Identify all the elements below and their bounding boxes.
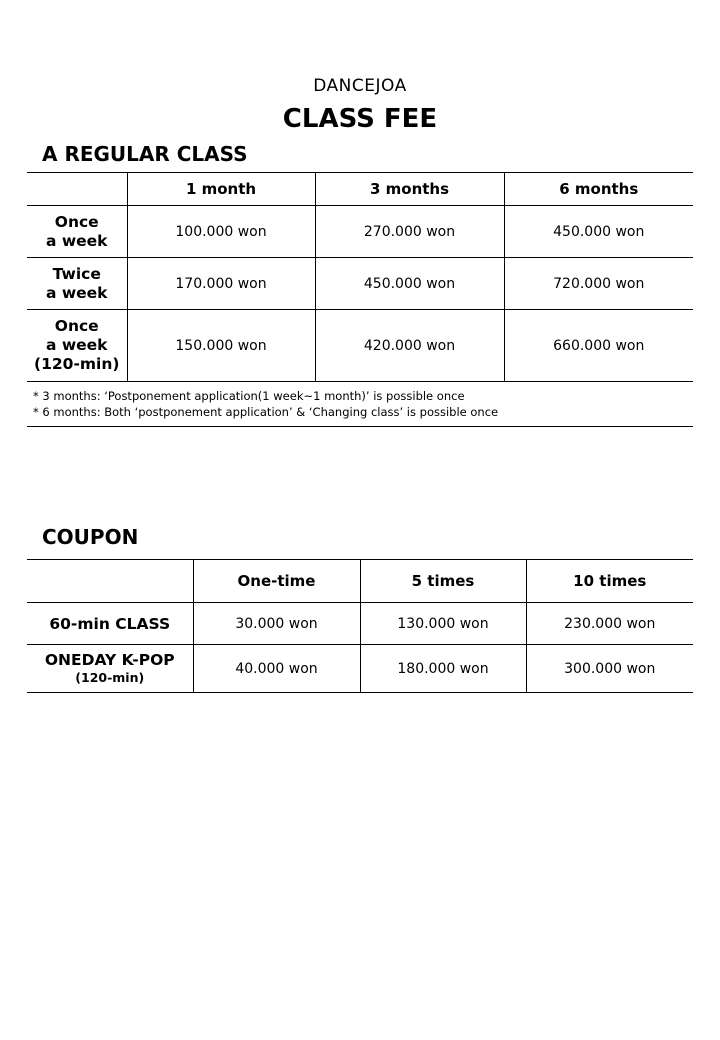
column-header: 10 times	[526, 560, 693, 603]
price-cell: 100.000 won	[127, 206, 315, 258]
row-header	[27, 645, 193, 693]
price-cell: 150.000 won	[127, 310, 315, 382]
price-cell: 170.000 won	[127, 258, 315, 310]
row-header-label: ONEDAY K-POP	[44, 650, 175, 669]
price-cell: 420.000 won	[315, 310, 504, 382]
row-header-line: Once	[54, 317, 99, 335]
table-row	[27, 645, 693, 693]
price-cell: 450.000 won	[315, 258, 504, 310]
coupon-heading: COUPON	[42, 525, 139, 549]
table-row	[27, 603, 693, 645]
price-cell: 180.000 won	[360, 645, 526, 693]
price-cell: 300.000 won	[526, 645, 693, 693]
regular-class-fee-table	[27, 172, 693, 427]
column-header: 6 months	[504, 173, 693, 206]
price-cell: 40.000 won	[193, 645, 360, 693]
column-header: 1 month	[127, 173, 315, 206]
row-header-line: a week	[45, 283, 108, 302]
regular-class-heading: A REGULAR CLASS	[42, 142, 248, 166]
column-header: 3 months	[315, 173, 504, 206]
row-header	[27, 258, 127, 310]
price-cell: 230.000 won	[526, 603, 693, 645]
table-header-row	[27, 560, 693, 603]
brand-name: DANCEJOA	[313, 76, 407, 96]
coupon-fee-table	[27, 559, 693, 693]
row-header	[27, 603, 193, 645]
notes-cell	[27, 382, 693, 427]
column-header: 5 times	[360, 560, 526, 603]
table-row	[27, 206, 693, 258]
column-header: One-time	[193, 560, 360, 603]
row-header	[27, 206, 127, 258]
page-title: CLASS FEE	[282, 104, 438, 134]
row-header-sublabel: (120-min)	[75, 669, 145, 685]
price-cell: 450.000 won	[504, 206, 693, 258]
note-text: * 3 months: ‘Postponement application(1 week~1 month)’ is possible once	[33, 389, 465, 403]
row-header-line: Twice	[52, 264, 101, 283]
note-text: * 6 months: Both ‘postponement application’ & ‘Changing class’ is possible once	[33, 405, 499, 419]
notes-row	[27, 382, 693, 427]
row-header-line: a week	[45, 231, 108, 250]
table-row	[27, 310, 693, 382]
price-cell: 30.000 won	[193, 603, 360, 645]
row-header	[27, 310, 127, 382]
table-row	[27, 258, 693, 310]
row-header-line: Once	[54, 212, 99, 231]
row-header-label: 60-min CLASS	[49, 614, 171, 633]
price-cell: 720.000 won	[504, 258, 693, 310]
price-cell: 130.000 won	[360, 603, 526, 645]
empty-header-cell	[27, 560, 193, 603]
table-header-row	[27, 173, 693, 206]
price-cell: 270.000 won	[315, 206, 504, 258]
row-header-line: (120-min)	[34, 355, 120, 373]
empty-header-cell	[27, 173, 127, 206]
row-header-line: a week	[45, 336, 108, 354]
price-cell: 660.000 won	[504, 310, 693, 382]
